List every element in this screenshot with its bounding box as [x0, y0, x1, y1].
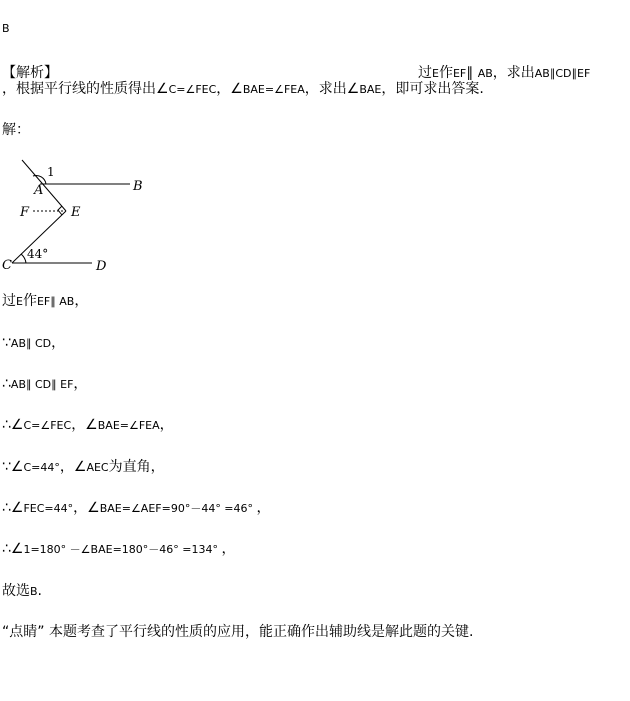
- solution-step-6: [2, 499, 271, 518]
- step-formula: AB∥ CD∥ EF: [10, 378, 74, 391]
- angle-c-arc: [21, 254, 26, 263]
- step-text: ∴∠: [2, 541, 24, 557]
- solution-step-2: [2, 334, 65, 353]
- label-e: E: [71, 205, 81, 220]
- step-text: ，: [221, 541, 236, 557]
- hint-e: E: [432, 67, 439, 80]
- solution-step-4: [2, 416, 174, 435]
- step-text: ，: [256, 500, 271, 516]
- step-formula: FEC=44°: [23, 502, 74, 515]
- step-text: ，∠: [59, 459, 87, 475]
- analysis-formula: BAE=∠FEA: [242, 83, 305, 96]
- step-text: .: [37, 583, 42, 599]
- line-ae: [22, 160, 66, 211]
- step-formula: BAE=∠FEA: [97, 419, 160, 432]
- step-formula: BAE=180°－46° =134°: [90, 543, 222, 556]
- step-formula: 1=180° －∠: [23, 543, 91, 556]
- hint-ef: EF: [452, 67, 467, 80]
- step-formula: BAE=∠AEF=90°－44° =46°: [99, 502, 257, 515]
- step-formula: EF∥ AB: [36, 295, 75, 308]
- label-f: F: [20, 205, 30, 220]
- step-text: ，∠: [71, 417, 98, 433]
- label-1: 1: [47, 165, 55, 179]
- step-text: 过: [2, 293, 16, 309]
- step-text: ，∠: [73, 500, 100, 516]
- hint-text-1: 过: [418, 65, 432, 81]
- comment-note: “点睛” 本题考查了平行线的性质的应用，能正确作出辅助线是解此题的关键.: [2, 624, 474, 640]
- answer-letter: B: [2, 22, 10, 35]
- step-formula: C=∠FEC: [23, 419, 72, 432]
- step-formula: AB∥ CD: [10, 337, 52, 350]
- step-text: ∴∠: [2, 500, 24, 516]
- analysis-title: 【解析】: [2, 65, 58, 81]
- step-text: ，: [73, 376, 88, 392]
- label-a: A: [34, 183, 44, 198]
- step-text: ∵: [2, 335, 11, 351]
- solution-step-1: [2, 292, 88, 311]
- solution-choice: [2, 582, 42, 601]
- analysis-formula: C=∠FEC: [168, 83, 217, 96]
- step-formula: E: [16, 295, 23, 308]
- step-text: ∴∠: [2, 417, 24, 433]
- hint-parallel: ∥: [466, 65, 474, 81]
- step-formula: B: [30, 585, 38, 598]
- step-formula: C=44°: [23, 461, 60, 474]
- geometry-figure: [0, 152, 143, 276]
- step-text: ∵∠: [2, 459, 24, 475]
- step-text: ，: [51, 335, 66, 351]
- step-text: 作: [22, 293, 37, 309]
- solution-step-7: [2, 540, 235, 559]
- solution-step-5: [2, 458, 165, 477]
- hint-text-3: ，求出: [492, 65, 535, 81]
- step-text: ∴: [2, 376, 11, 392]
- label-d: D: [96, 259, 107, 274]
- analysis-text: ，即可求出答案.: [381, 81, 484, 97]
- step-formula: AEC: [86, 461, 109, 474]
- solution-step-3: [2, 375, 87, 394]
- analysis-formula: BAE: [359, 83, 382, 96]
- analysis-text: ，根据平行线的性质得出∠: [2, 81, 169, 97]
- label-b: B: [133, 179, 143, 194]
- step-text: 为直角，: [108, 459, 165, 475]
- analysis-text: ，求出∠: [304, 81, 360, 97]
- analysis-hint: [418, 62, 590, 82]
- step-text: ，: [159, 417, 174, 433]
- step-text: 故选: [2, 583, 30, 599]
- hint-ab-cd-ef: AB∥CD∥EF: [534, 67, 591, 80]
- solution-label: 解：: [2, 122, 30, 138]
- label-c: C: [2, 258, 12, 273]
- hint-ab: AB: [477, 67, 493, 80]
- analysis-line-2: [2, 80, 484, 99]
- step-text: ，: [74, 293, 89, 309]
- label-44: 44°: [27, 247, 49, 261]
- hint-text-2: 作: [438, 65, 453, 81]
- analysis-text: ，∠: [216, 81, 243, 97]
